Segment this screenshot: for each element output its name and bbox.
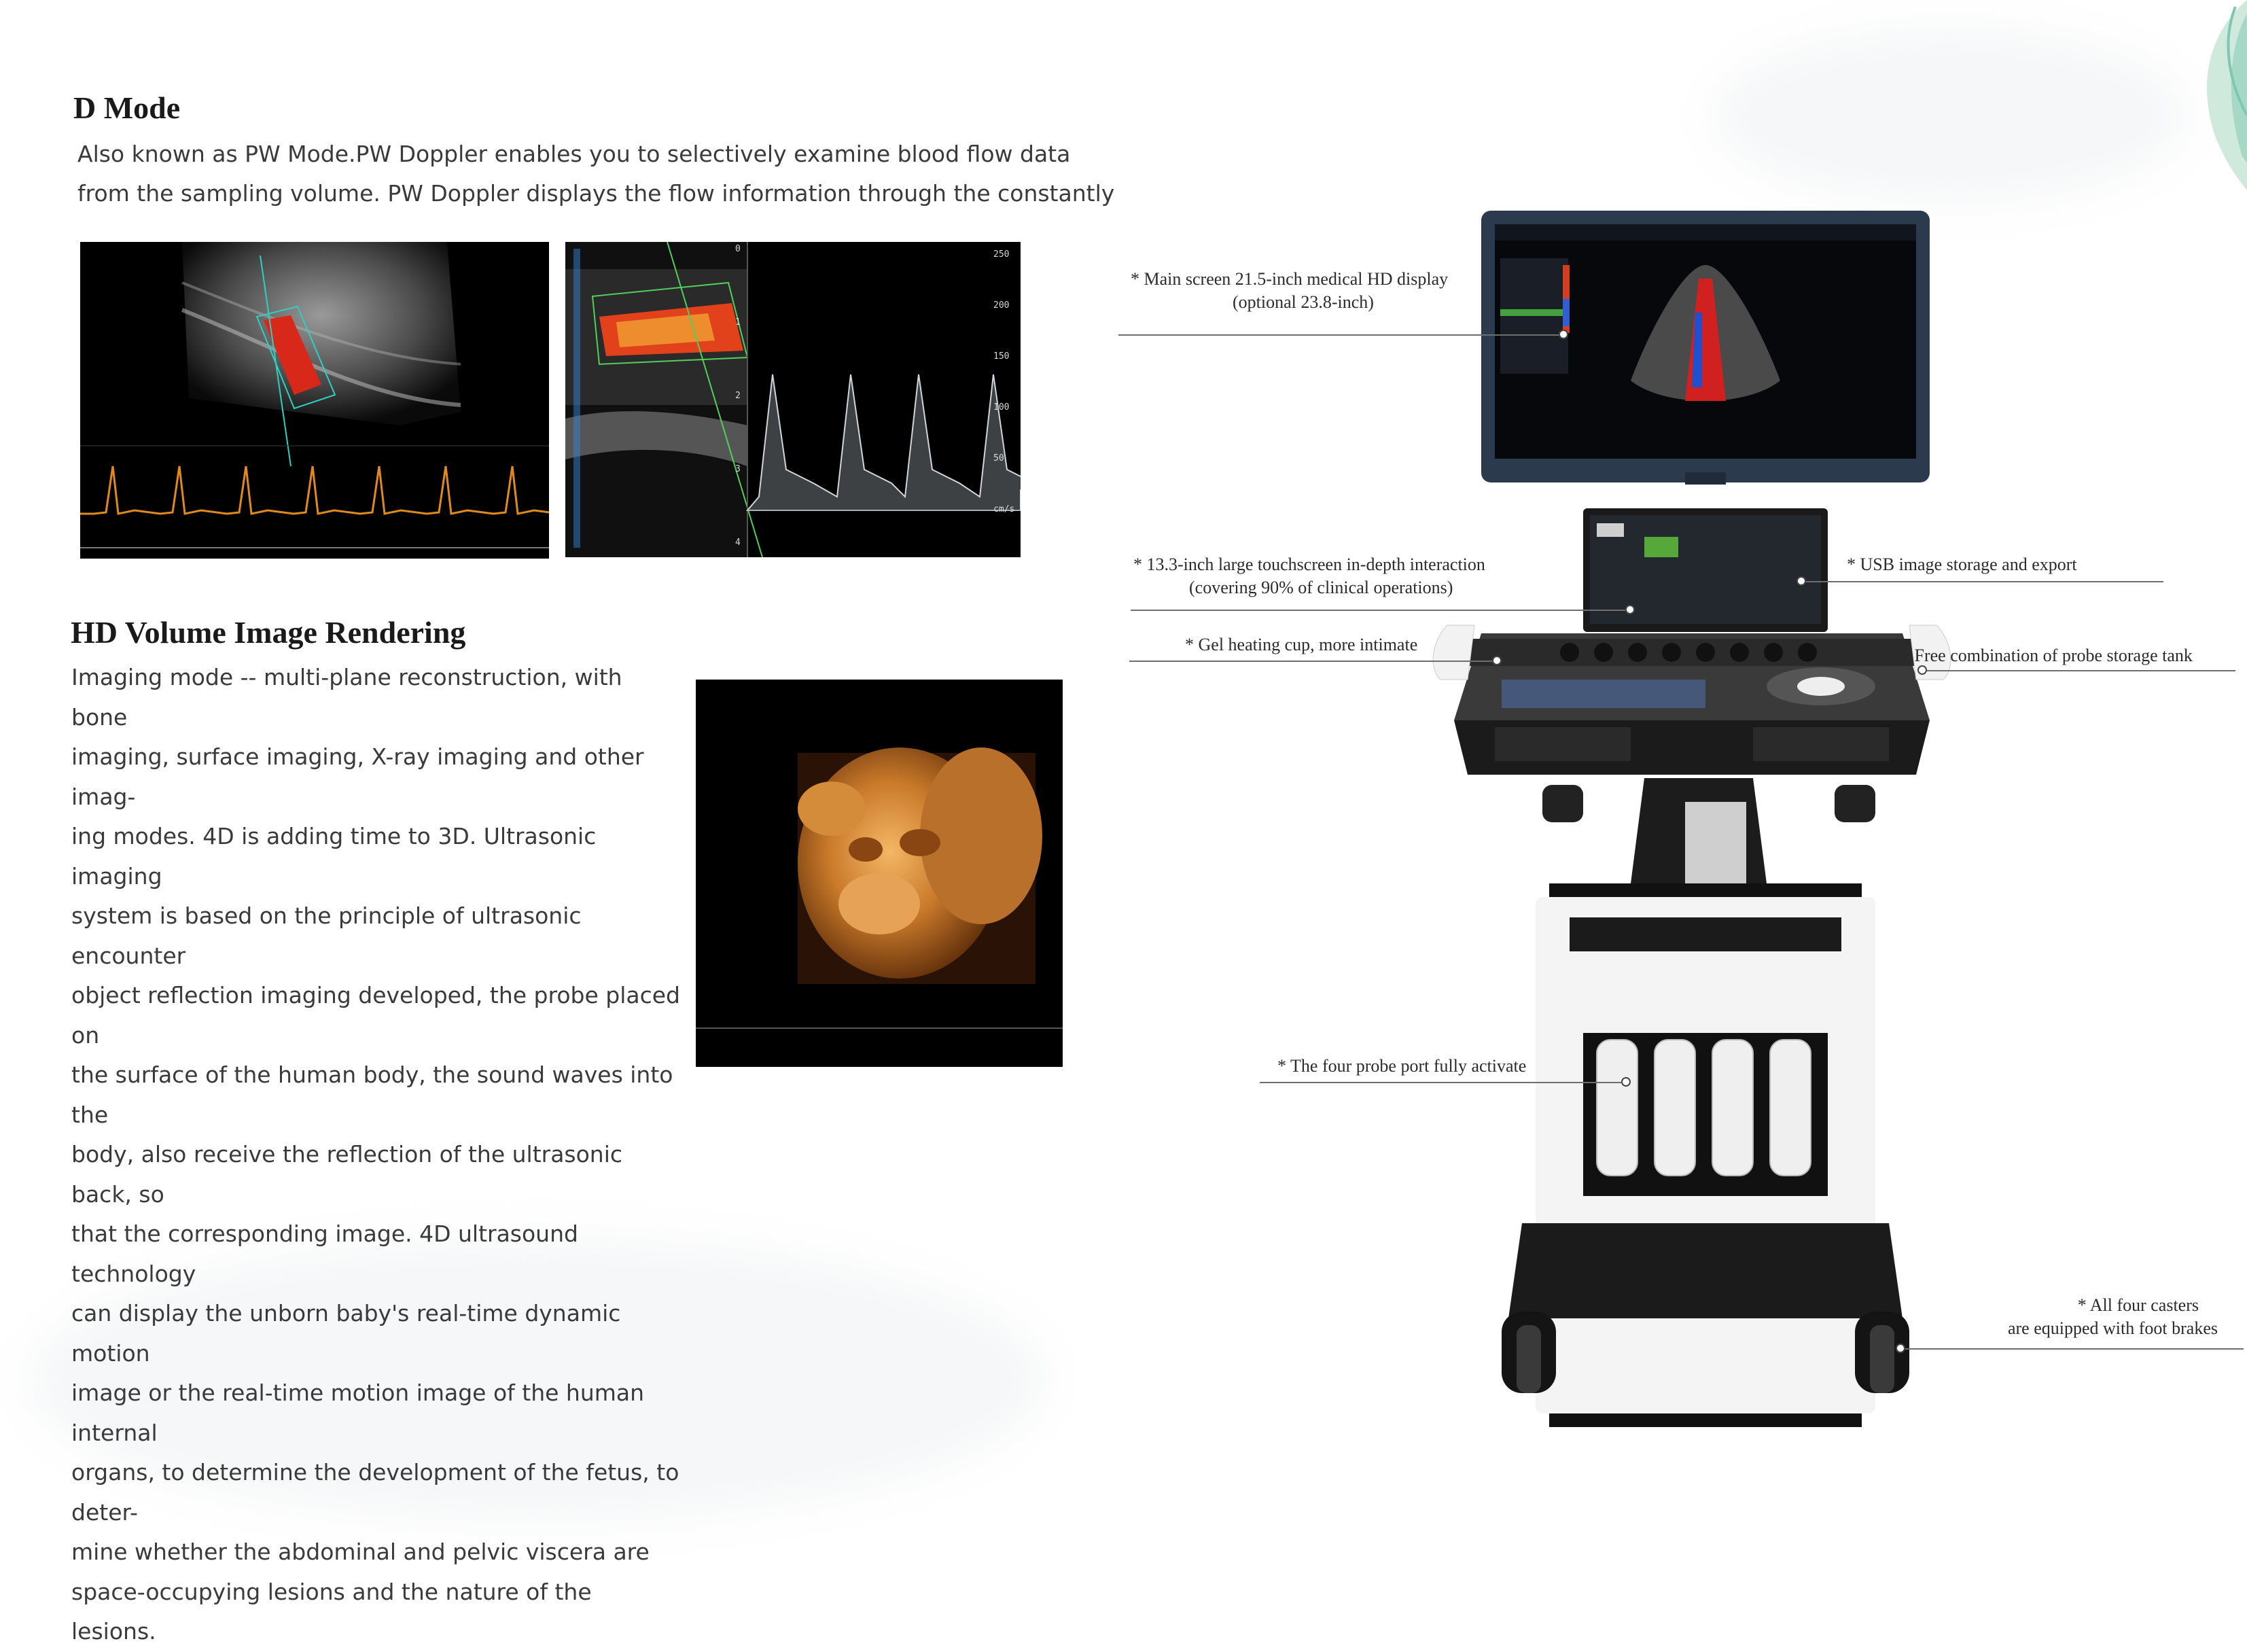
doppler-scale-label: cm/s	[993, 504, 1015, 514]
doppler-image-carotid	[80, 242, 549, 559]
depth-mark-label: 2	[735, 391, 741, 401]
callout-leader-line	[1260, 1082, 1623, 1083]
callout-leader-line	[1129, 661, 1495, 662]
callout-leader-line	[1904, 1348, 2244, 1350]
callout-usb: * USB image storage and export	[1847, 555, 2077, 574]
callout-dot	[1492, 656, 1502, 665]
section-title-hd-volume: HD Volume Image Rendering	[71, 615, 466, 650]
callout-touchscreen	[1133, 553, 1555, 599]
callout-main-screen-line2: (optional 23.8-inch)	[1233, 292, 1374, 312]
doppler-scale-label: 100	[993, 402, 1010, 412]
callout-dot	[1896, 1343, 1905, 1353]
hd-volume-text-line: organs, to determine the development of the fetus, to deter-	[71, 1459, 679, 1526]
doppler-scale-label: 250	[993, 249, 1010, 260]
depth-mark-label: 3	[735, 464, 741, 474]
callout-touchscreen-line1: * 13.3-inch large touchscreen in-depth interaction	[1133, 555, 1485, 574]
callout-main-screen	[1131, 268, 1484, 314]
hd-volume-text-line: mine whether the abdominal and pelvic viscera are	[71, 1539, 650, 1565]
hd-volume-text-line: imaging, surface imaging, X-ray imaging and other imag-	[71, 743, 644, 810]
callout-probe-tank: * Free combination of probe storage tank	[1901, 646, 2193, 665]
hd-volume-text-line: body, also receive the reflection of the ultrasonic back, so	[71, 1141, 623, 1208]
callout-touchscreen-line2: (covering 90% of clinical operations)	[1189, 578, 1453, 597]
callout-probe-port: * The four probe port fully activate	[1277, 1056, 1527, 1076]
doppler-scale-label: 200	[993, 300, 1010, 311]
leaf-decoration	[2174, 0, 2247, 190]
callout-dot	[1559, 330, 1568, 339]
hd-volume-text-line: that the corresponding image. 4D ultrasound technology	[71, 1220, 578, 1287]
hd-volume-text-line: ing modes. 4D is adding time to 3D. Ultrasonic imaging	[71, 823, 597, 890]
depth-mark-label: 1	[735, 317, 741, 328]
doppler-scale-label: 50	[993, 453, 1004, 463]
background-smudge	[1712, 27, 2188, 204]
hd-volume-text-line: can display the unborn baby's real-time dynamic motion	[71, 1300, 621, 1367]
callout-leader-line	[1118, 334, 1563, 336]
doppler-scale-label: 150	[993, 351, 1010, 362]
hd-volume-text-line: object reflection imaging developed, the probe placed on	[71, 982, 680, 1049]
callout-casters-line1: * All four casters	[2077, 1295, 2199, 1315]
hd-volume-text-line: space-occupying lesions and the nature of the lesions.	[71, 1578, 592, 1645]
callout-dot	[1625, 605, 1635, 614]
d-mode-text-line: from the sampling volume. PW Doppler displays the flow information through the constantly	[77, 180, 1115, 207]
callout-dot	[1917, 665, 1927, 675]
ultrasound-machine-illustration	[1427, 204, 1957, 1427]
hd-volume-text-line: the surface of the human body, the sound waves into the	[71, 1061, 673, 1128]
callout-casters-line2: are equipped with foot brakes	[2007, 1318, 2218, 1338]
hd-volume-paragraph	[71, 658, 683, 1652]
section-title-d-mode: D Mode	[73, 90, 181, 125]
callout-gel-cup: * Gel heating cup, more intimate	[1185, 635, 1418, 654]
hd-volume-text-line: image or the real-time motion image of the human internal	[71, 1379, 645, 1446]
callout-leader-line	[1926, 670, 2235, 671]
hd-volume-text-line: Imaging mode -- multi-plane reconstruction, with bone	[71, 664, 622, 731]
depth-mark-label: 0	[735, 244, 741, 254]
d-mode-text-line: Also known as PW Mode.PW Doppler enables you to selectively examine blood flow data	[77, 141, 1071, 167]
callout-dot	[1797, 576, 1806, 586]
callout-casters	[1970, 1294, 2242, 1340]
fetus-3d-render-image	[696, 680, 1063, 1067]
callout-main-screen-line1: * Main screen 21.5-inch medical HD display	[1131, 269, 1449, 289]
hd-volume-text-line: system is based on the principle of ultrasonic encounter	[71, 902, 582, 969]
callout-dot	[1621, 1077, 1631, 1087]
doppler-image-spectral	[565, 242, 1021, 557]
depth-mark-label: 4	[735, 538, 741, 548]
callout-leader-line	[1805, 581, 2163, 582]
callout-leader-line	[1131, 610, 1627, 611]
